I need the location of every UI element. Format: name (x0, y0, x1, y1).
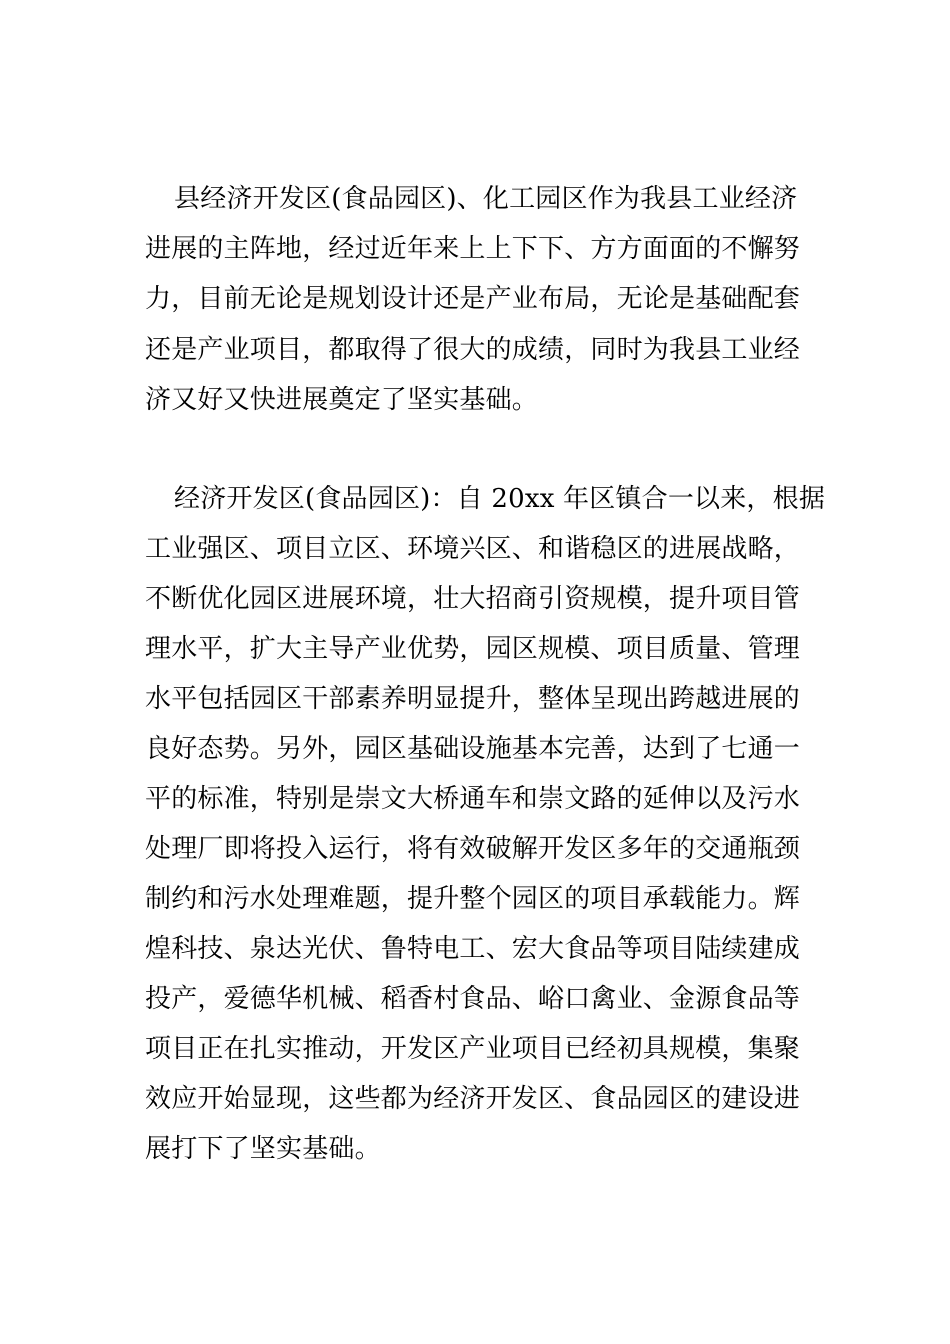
paragraph-line: 效应开始显现，这些都为经济开发区、食品园区的建设进 (145, 1084, 801, 1114)
paragraph-line: 展打下了坚实基础。 (145, 1134, 381, 1164)
paragraph-line: 平的标准，特别是崇文大桥通车和崇文路的延伸以及污水 (145, 784, 801, 814)
paragraph-line: 不断优化园区进展环境，壮大招商引资规模，提升项目管 (145, 584, 801, 614)
paragraph-line: 济又好又快进展奠定了坚实基础。 (145, 385, 539, 415)
paragraph-line: 工业强区、项目立区、环境兴区、和谐稳区的进展战略， (145, 534, 801, 564)
paragraph-line: 制约和污水处理难题，提升整个园区的项目承载能力。辉 (145, 884, 801, 914)
paragraph-line: 还是产业项目，都取得了很大的成绩，同时为我县工业经 (145, 335, 801, 365)
paragraph-line: 项目正在扎实推动，开发区产业项目已经初具规模，集聚 (145, 1034, 801, 1064)
paragraph-line: 力，目前无论是规划设计还是产业布局，无论是基础配套 (145, 284, 801, 314)
paragraph-line: 进展的主阵地，经过近年来上上下下、方方面面的不懈努 (145, 234, 801, 264)
paragraph-line: 良好态势。另外，园区基础设施基本完善，达到了七通一 (145, 734, 801, 764)
paragraph-line: 煌科技、泉达光伏、鲁特电工、宏大食品等项目陆续建成 (145, 934, 801, 964)
paragraph-line: 县经济开发区(食品园区)、化工园区作为我县工业经济 (174, 184, 798, 214)
paragraph-line: 经济开发区(食品园区)：自 20xx 年区镇合一以来，根据 (174, 484, 826, 514)
paragraph-line: 投产，爱德华机械、稻香村食品、峪口禽业、金源食品等 (145, 984, 801, 1014)
paragraph-line: 理水平，扩大主导产业优势，园区规模、项目质量、管理 (145, 634, 801, 664)
paragraph-line: 水平包括园区干部素养明显提升，整体呈现出跨越进展的 (145, 684, 801, 714)
paragraph-line: 处理厂即将投入运行，将有效破解开发区多年的交通瓶颈 (145, 834, 801, 864)
